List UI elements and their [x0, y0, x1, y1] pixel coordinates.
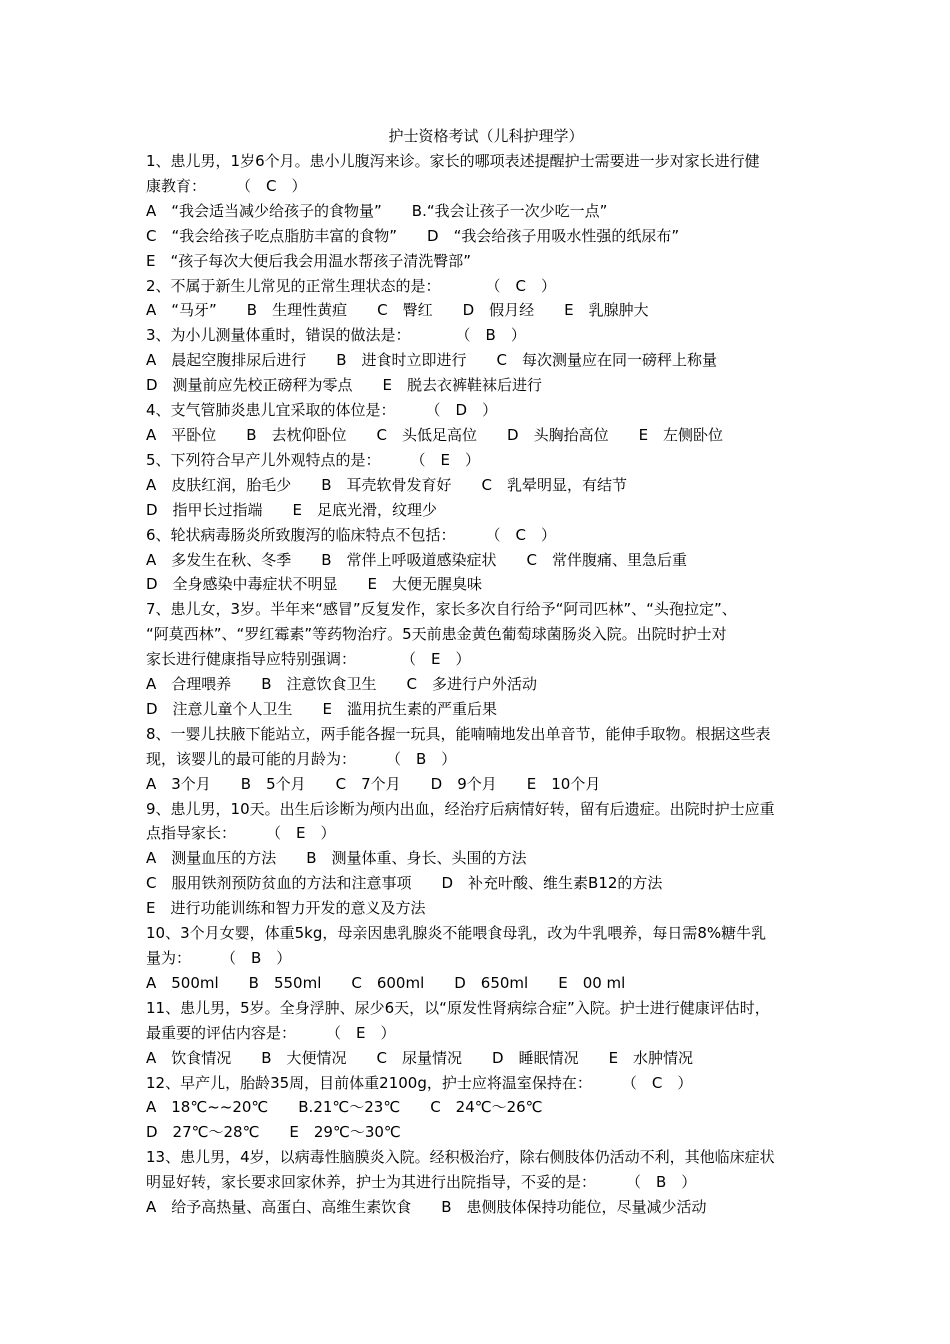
text-line: D 注意儿童个人卫生 E 滥用抗生素的严重后果	[146, 699, 498, 718]
text-line: E 进行功能训练和智力开发的意义及方法	[146, 899, 426, 918]
text-line: D 27℃～28℃ E 29℃～30℃	[146, 1123, 401, 1142]
text-line: 10、3个月女婴，体重5kg，母亲因患乳腺炎不能喂食母乳，改为牛乳喂养，每日需8%糖牛乳	[146, 924, 767, 943]
text-line: 3、为小儿测量体重时，错误的做法是： （ B ）	[146, 326, 526, 345]
text-line: 现，该婴儿的最可能的月龄为： （ B ）	[146, 749, 457, 768]
text-line: 7、患儿女，3岁。半年来“感冒”反复发作，家长多次自行给予“阿司匹林”、“头孢拉定”、	[146, 600, 737, 619]
text-line: A 3个月 B 5个月 C 7个月 D 9个月 E 10个月	[146, 774, 601, 793]
text-line: C “我会给孩子吃点脂肪丰富的食物” D “我会给孩子用吸水性强的纸尿布”	[146, 226, 680, 245]
text-line: 1、患儿男，1岁6个月。患小儿腹泻来诊。家长的哪项表述提醒护士需要进一步对家长进行健	[146, 152, 760, 170]
text-line: D 测量前应先校正磅秤为零点 E 脱去衣裤鞋袜后进行	[146, 376, 543, 395]
text-line: C 服用铁剂预防贫血的方法和注意事项 D 补充叶酸、维生素B12的方法	[146, 874, 663, 893]
text-line: D 全身感染中毒症状不明显 E 大便无腥臭味	[146, 575, 483, 594]
question-list	[146, 149, 820, 1220]
text-line: A 平卧位 B 去枕仰卧位 C 头低足高位 D 头胸抬高位 E 左侧卧位	[146, 425, 724, 444]
text-line: A 18℃~~20℃ B.21℃～23℃ C 24℃～26℃	[146, 1098, 543, 1117]
text-line: 家长进行健康指导应特别强调： （ E ）	[146, 650, 471, 669]
text-line: A 皮肤红润，胎毛少 B 耳壳软骨发育好 C 乳晕明显，有结节	[146, 475, 628, 494]
text-line: A 多发生在秋、冬季 B 常伴上呼吸道感染症状 C 常伴腹痛、里急后重	[146, 550, 688, 569]
text-line: A 合理喂养 B 注意饮食卫生 C 多进行户外活动	[146, 675, 538, 694]
text-line: 6、轮状病毒肠炎所致腹泻的临床特点不包括： （ C ）	[146, 525, 557, 544]
text-line: 2、不属于新生儿常见的正常生理状态的是： （ C ）	[146, 276, 557, 295]
text-line: A 测量血压的方法 B 测量体重、身长、头围的方法	[146, 849, 527, 868]
text-line: E “孩子每次大便后我会用温水帮孩子清洗臀部”	[146, 251, 472, 270]
text-line: A 晨起空腹排尿后进行 B 进食时立即进行 C 每次测量应在同一磅秤上称量	[146, 351, 718, 370]
text-line: 8、一婴儿扶腋下能站立，两手能各握一玩具，能喃喃地发出单音节，能伸手取物。根据这些表	[146, 724, 771, 743]
text-line: “阿莫西林”、“罗红霉素”等药物治疗。5天前患金黄色葡萄球菌肠炎入院。出院时护士对	[146, 625, 727, 644]
text-line: 5、下列符合早产儿外观特点的是： （ E ）	[146, 450, 481, 469]
text-line: 12、早产儿，胎龄35周，目前体重2100g，护士应将温室保持在： （ C ）	[146, 1073, 693, 1092]
text-line: A “我会适当减少给孩子的食物量” B.“我会让孩子一次少吃一点”	[146, 201, 608, 220]
text-line: 最重要的评估内容是： （ E ）	[146, 1023, 396, 1042]
text-line: 11、患儿男，5岁。全身浮肿、尿少6天，以“原发性肾病综合症”入院。护士进行健康评估时，	[146, 998, 770, 1017]
text-line: 量为： （ B ）	[146, 949, 292, 967]
text-line: 康教育： （ C ）	[146, 176, 307, 195]
text-line: D 指甲长过指端 E 足底光滑，纹理少	[146, 500, 438, 519]
page-title: 护士资格考试（儿科护理学）	[388, 127, 584, 145]
text-line: 4、支气管肺炎患儿宜采取的体位是： （ D ）	[146, 401, 498, 420]
text-line: 9、患儿男，10天。出生后诊断为颅内出血，经治疗后病情好转，留有后遗症。出院时护士应重	[146, 799, 775, 818]
text-line: A “马牙” B 生理性黄疸 C 臀红 D 假月经 E 乳腺肿大	[146, 301, 649, 320]
text-line: 点指导家长： （ E ）	[146, 824, 336, 843]
text-line: A 500ml B 550ml C 600ml D 650ml E 00 ml	[146, 973, 626, 992]
text-line: A 给予高热量、高蛋白、高维生素饮食 B 患侧肢体保持功能位，尽量减少活动	[146, 1198, 707, 1217]
text-line: 13、患儿男，4岁，以病毒性脑膜炎入院。经积极治疗，除右侧肢体仍活动不利，其他临床症状	[146, 1148, 775, 1167]
text-line: 明显好转，家长要求回家休养，护士为其进行出院指导，不妥的是： （ B ）	[146, 1173, 697, 1192]
text-line: A 饮食情况 B 大便情况 C 尿量情况 D 睡眠情况 E 水肿情况	[146, 1048, 694, 1067]
